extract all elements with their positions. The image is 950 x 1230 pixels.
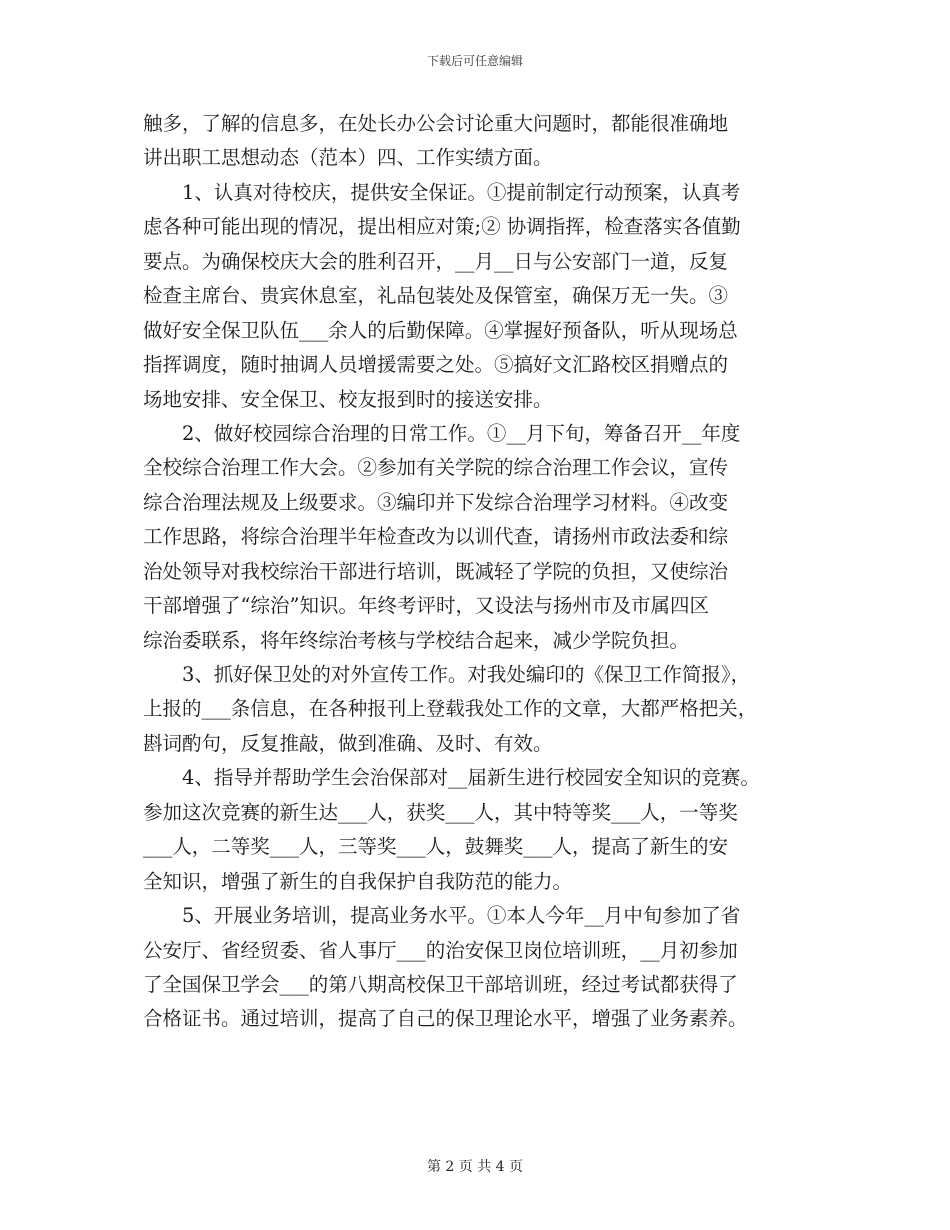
text-line: 干部增强了“综治”知识。年终考评时，又设法与扬州市及市属四区: [143, 594, 709, 618]
text-line: 工作思路，将综合治理半年检查改为以训代查，请扬州市政法委和综: [143, 525, 729, 549]
text-line: 斟词酌句，反复推敲，做到准确、及时、有效。: [143, 731, 553, 755]
text-line: 治处领导对我校综治干部进行培训，既减轻了学院的负担，又使综治: [143, 559, 729, 583]
text-line: 参加这次竞赛的新生达___人，获奖___人，其中特等奖___人，一等奖: [143, 800, 738, 824]
text-line: 3、抓好保卫处的对外宣传工作。对我处编印的《保卫工作简报》，: [143, 663, 751, 686]
text-line: 全知识，增强了新生的自我保护自我防范的能力。: [143, 869, 573, 893]
text-line: 综合治理法规及上级要求。③编印并下发综合治理学习材料。④改变: [143, 490, 729, 514]
text-line: 合格证书。通过培训，提高了自己的保卫理论水平，增强了业务素养。: [143, 1007, 748, 1031]
text-line: 场地安排、安全保卫、校友报到时的接送安排。: [143, 387, 553, 411]
text-line: 1、认真对待校庆，提供安全保证。①提前制定行动预案，认真考: [143, 180, 741, 204]
text-line: 了全国保卫学会___的第八期高校保卫干部培训班，经过考试都获得了: [143, 972, 738, 996]
text-line: ___人，二等奖___人，三等奖___人，鼓舞奖___人，提高了新生的安: [143, 835, 729, 859]
text-line: 4、指导并帮助学生会治保部对__届新生进行校园安全知识的竞赛。: [143, 766, 760, 790]
text-line: 指挥调度，随时抽调人员增援需要之处。⑤搞好文汇路校区捐赠点的: [143, 353, 729, 377]
document-body: [143, 107, 811, 1037]
text-line: 虑各种可能出现的情况，提出相应对策;② 协调指挥，检查落实各值勤: [143, 215, 741, 239]
text-line: 上报的___条信息，在各种报刊上登载我处工作的文章，大都严格把关，: [143, 697, 758, 721]
text-line: 讲出职工思想动态（范本）四、工作实绩方面。: [143, 146, 553, 170]
text-line: 触多，了解的信息多，在处长办公会讨论重大问题时，都能很准确地: [143, 112, 729, 135]
text-line: 要点。为确保校庆大会的胜利召开，__月__日与公安部门一道，反复: [143, 249, 729, 273]
text-line: 检查主席台、贵宾休息室，礼品包装处及保管室，确保万无一失。③: [143, 284, 729, 308]
text-line: 综治委联系，将年终综治考核与学校结合起来，减少学院负担。: [143, 628, 690, 652]
text-line: 做好安全保卫队伍___余人的后勤保障。④掌握好预备队，听从现场总: [143, 318, 738, 342]
text-line: 2、做好校园综合治理的日常工作。①__月下旬，筹备召开__年度: [143, 421, 741, 445]
text-line: 5、开展业务培训，提高业务水平。①本人今年__月中旬参加了省: [143, 904, 741, 928]
text-line: 全校综合治理工作大会。②参加有关学院的综合治理工作会议，宣传: [143, 456, 729, 480]
page-number: 第 2 页 共 4 页: [426, 1159, 524, 1175]
page-header: 下载后可任意编辑: [426, 54, 523, 68]
text-line: 公安厅、省经贸委、省人事厅___的治安保卫岗位培训班，__月初参加: [143, 938, 738, 962]
